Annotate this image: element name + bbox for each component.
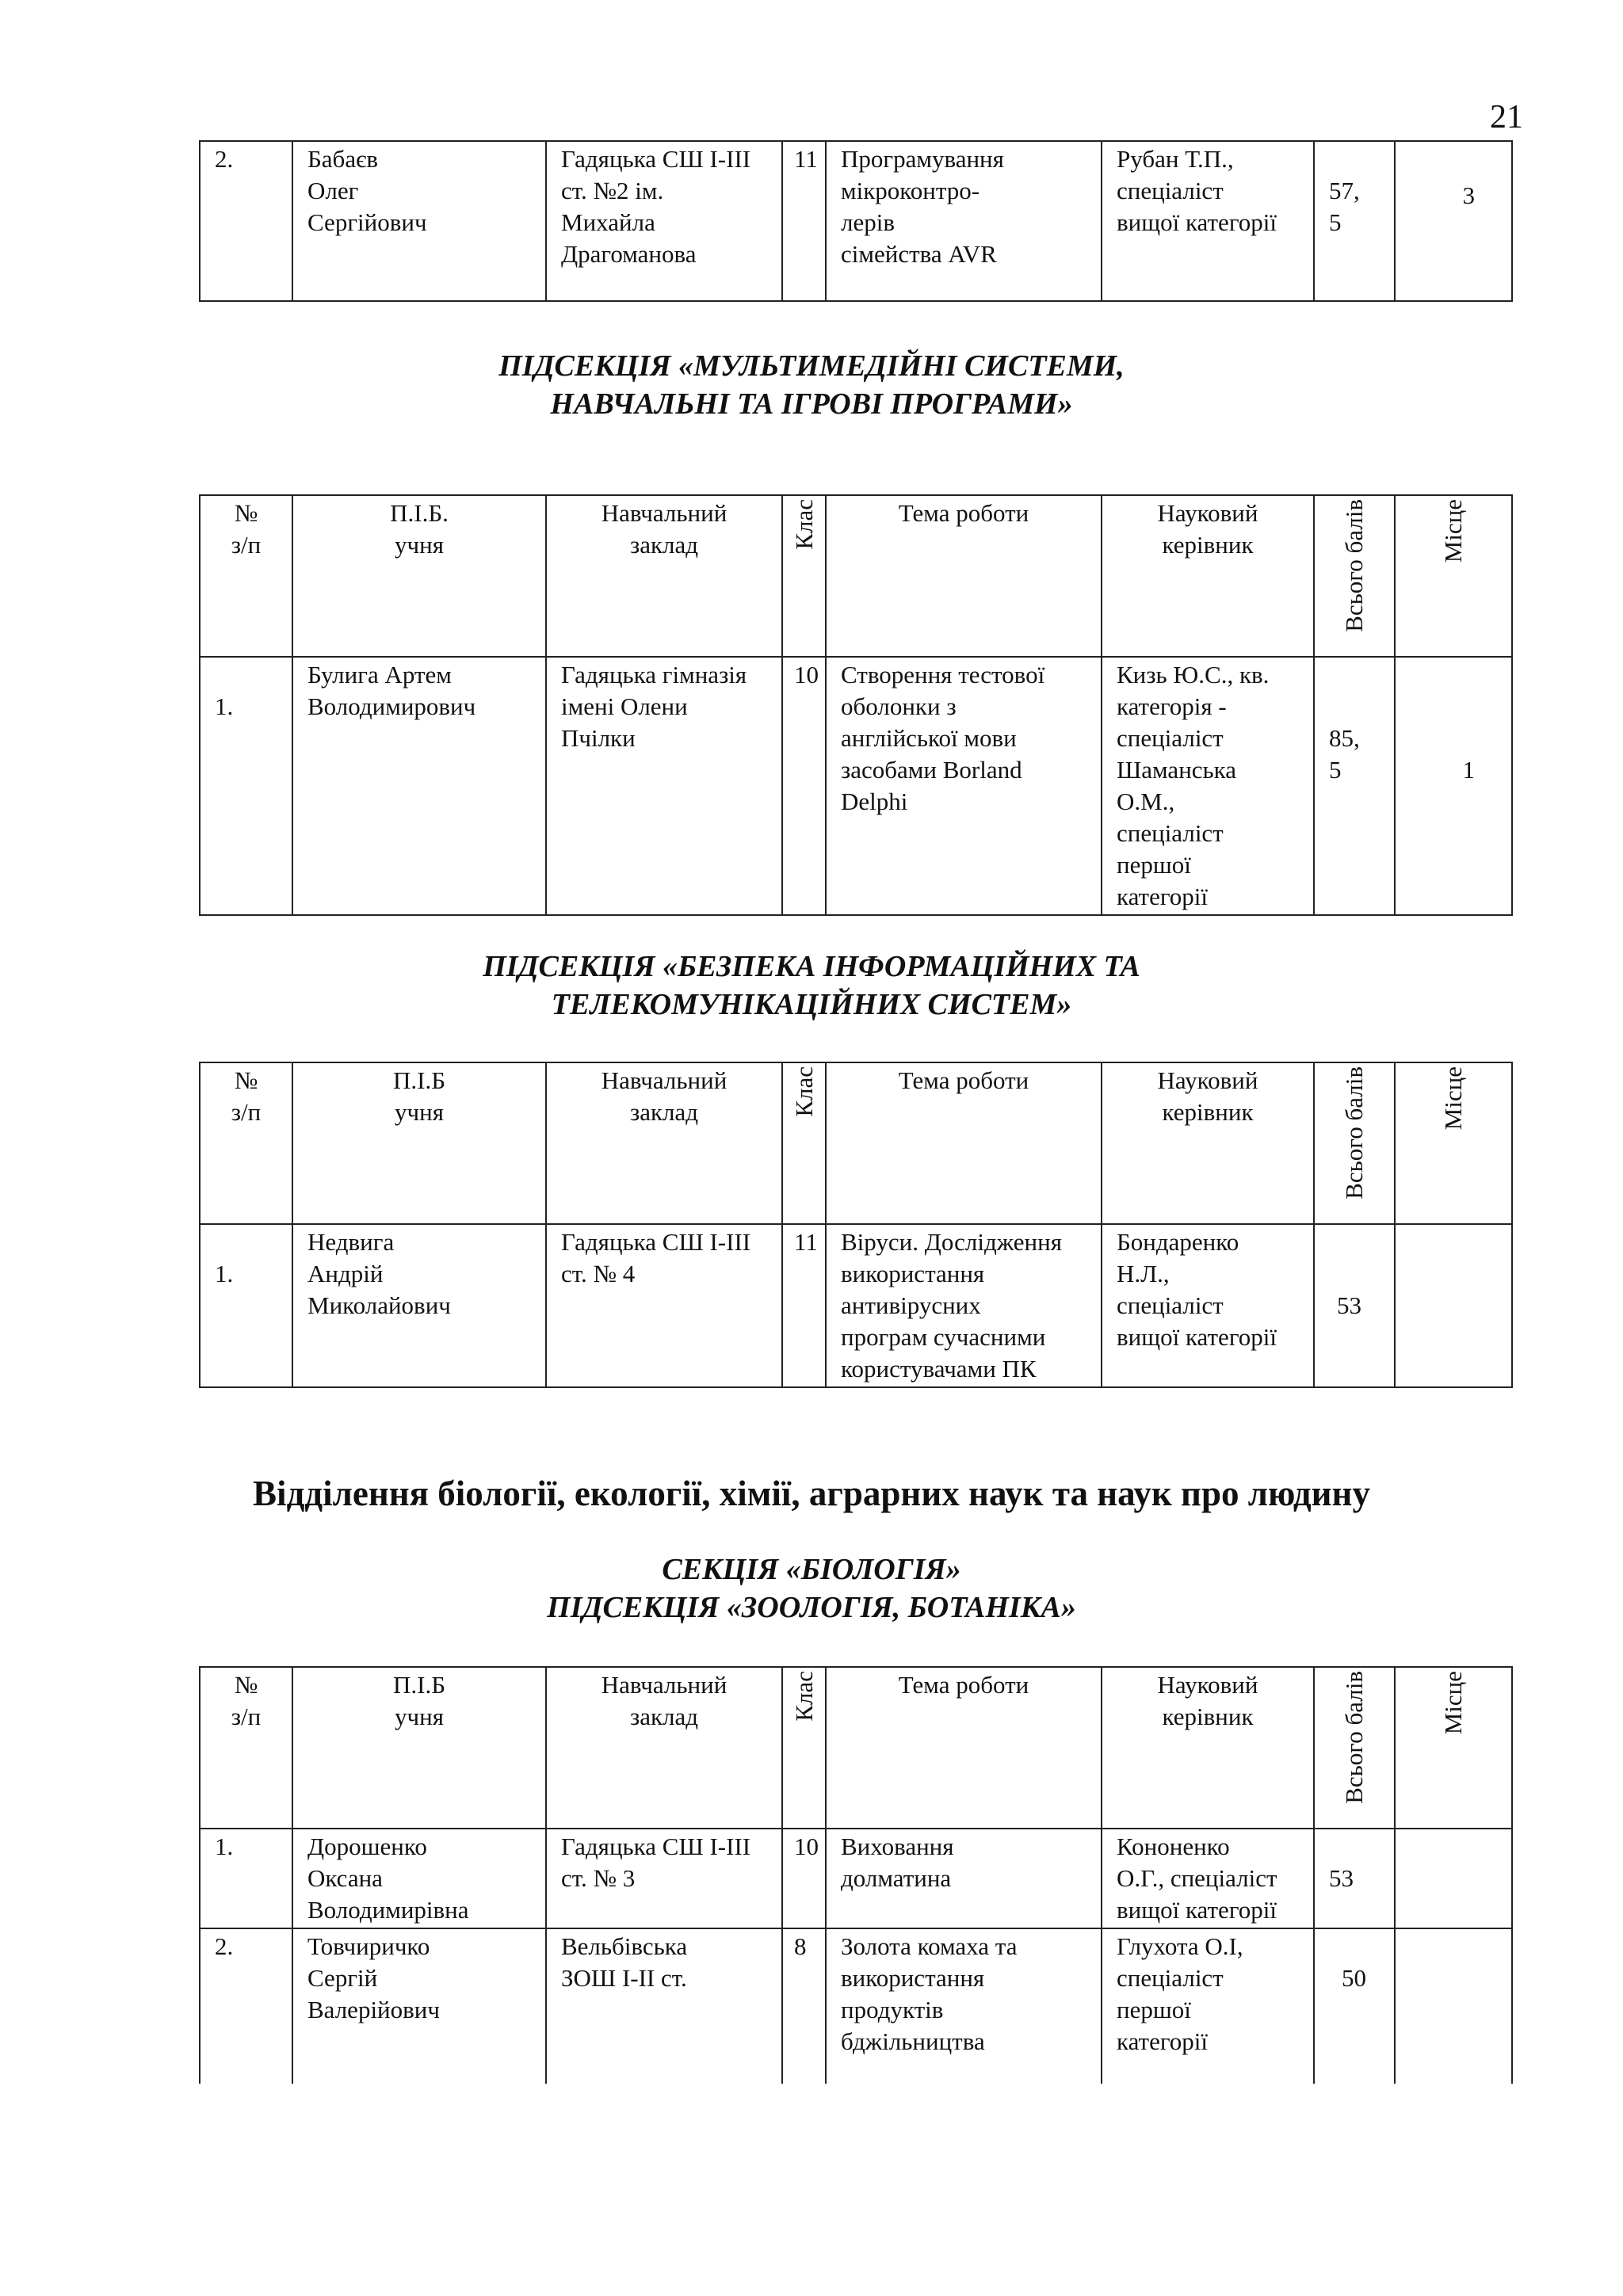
header-grade — [782, 1062, 826, 1224]
student-name: Товчиричко Сергій Валерійович — [292, 1928, 546, 2084]
row-number: 1. — [200, 657, 292, 915]
student-name: Бабаєв Олег Сергійович — [292, 141, 546, 301]
student-name: Недвига Андрій Миколайович — [292, 1224, 546, 1387]
header-number: № з/п — [200, 495, 292, 657]
header-grade — [782, 495, 826, 657]
header-topic: Тема роботи — [826, 1062, 1102, 1224]
topic: Програмування мікроконтро- лерів сімейства AVR — [826, 141, 1102, 301]
table-zoology-botany — [199, 1666, 1513, 2084]
score: 53 — [1314, 1224, 1395, 1387]
table-row — [200, 1829, 1512, 1928]
student-name: Булига Артем Володимирович — [292, 657, 546, 915]
school: Гадяцька СШ І-ІІІ ст. №2 ім. Михайла Драгоманова — [546, 141, 782, 301]
topic: Віруси. Дослідження використання антивірусних програм сучасними користувачами ПК — [826, 1224, 1102, 1387]
row-number: 1. — [200, 1829, 292, 1928]
header-topic: Тема роботи — [826, 1667, 1102, 1829]
department-title: Відділення біології, екології, хімії, аграрних наук та наук про людину — [253, 1474, 1370, 1513]
supervisor: Бондаренко Н.Л., спеціаліст вищої категорії — [1102, 1224, 1314, 1387]
header-school: Навчальний заклад — [546, 1667, 782, 1829]
place: 1 — [1395, 657, 1512, 915]
school: Гадяцька гімназія імені Олени Пчілки — [546, 657, 782, 915]
header-school: Навчальний заклад — [546, 1062, 782, 1224]
supervisor: Рубан Т.П., спеціаліст вищої категорії — [1102, 141, 1314, 301]
row-number: 2. — [200, 141, 292, 301]
header-grade-label: Клас — [789, 1671, 818, 1722]
header-score-label: Всього балів — [1340, 499, 1368, 632]
grade: 11 — [782, 1224, 826, 1387]
table-header-row — [200, 1062, 1512, 1224]
header-supervisor: Науковий керівник — [1102, 495, 1314, 657]
table-row — [200, 1224, 1512, 1387]
score: 57, 5 — [1314, 141, 1395, 301]
header-name: П.І.Б учня — [292, 1667, 546, 1829]
header-grade-label: Клас — [789, 499, 818, 550]
header-place — [1395, 495, 1512, 657]
table-informatics-continued — [199, 140, 1513, 302]
topic: Створення тестової оболонки з англійської мови засобами Borland Delphi — [826, 657, 1102, 915]
header-grade — [782, 1667, 826, 1829]
header-place — [1395, 1062, 1512, 1224]
grade: 10 — [782, 657, 826, 915]
school: Вельбівська ЗОШ І-ІІ ст. — [546, 1928, 782, 2084]
table-row — [200, 141, 1512, 301]
header-school: Навчальний заклад — [546, 495, 782, 657]
supervisor: Кононенко О.Г., спеціаліст вищої категорії — [1102, 1829, 1314, 1928]
score: 85, 5 — [1314, 657, 1395, 915]
header-grade-label: Клас — [789, 1066, 818, 1117]
header-supervisor: Науковий керівник — [1102, 1062, 1314, 1224]
row-number: 2. — [200, 1928, 292, 2084]
place: 3 — [1395, 141, 1512, 301]
place — [1395, 1829, 1512, 1928]
table-header-row — [200, 495, 1512, 657]
header-number: № з/п — [200, 1667, 292, 1829]
grade: 10 — [782, 1829, 826, 1928]
table-header-row — [200, 1667, 1512, 1829]
grade: 8 — [782, 1928, 826, 2084]
school: Гадяцька СШ І-ІІІ ст. № 3 — [546, 1829, 782, 1928]
header-name: П.І.Б. учня — [292, 495, 546, 657]
grade: 11 — [782, 141, 826, 301]
row-number: 1. — [200, 1224, 292, 1387]
subsection-title-security: ПІДСЕКЦІЯ «БЕЗПЕКА ІНФОРМАЦІЙНИХ ТА ТЕЛЕКОМУНІКАЦІЙНИХ СИСТЕМ» — [483, 950, 1140, 1021]
header-score-label: Всього балів — [1340, 1066, 1368, 1199]
table-row — [200, 1928, 1512, 2084]
subsection-title-multimedia: ПІДСЕКЦІЯ «МУЛЬТИМЕДІЙНІ СИСТЕМИ, НАВЧАЛЬНІ ТА ІГРОВІ ПРОГРАМИ» — [498, 349, 1125, 421]
header-score-label: Всього балів — [1340, 1671, 1368, 1804]
section-title-biology: СЕКЦІЯ «БІОЛОГІЯ» ПІДСЕКЦІЯ «ЗООЛОГІЯ, БОТАНІКА» — [547, 1553, 1076, 1624]
header-score — [1314, 1667, 1395, 1829]
page-number: 21 — [1490, 99, 1523, 135]
place — [1395, 1224, 1512, 1387]
table-row — [200, 657, 1512, 915]
supervisor: Глухота О.І, спеціаліст першої категорії — [1102, 1928, 1314, 2084]
student-name: Дорошенко Оксана Володимирівна — [292, 1829, 546, 1928]
header-number: № з/п — [200, 1062, 292, 1224]
table-security — [199, 1062, 1513, 1388]
header-place — [1395, 1667, 1512, 1829]
header-place-label: Місце — [1439, 499, 1467, 563]
score: 50 — [1314, 1928, 1395, 2084]
place — [1395, 1928, 1512, 2084]
score: 53 — [1314, 1829, 1395, 1928]
header-supervisor: Науковий керівник — [1102, 1667, 1314, 1829]
header-score — [1314, 495, 1395, 657]
topic: Виховання долматина — [826, 1829, 1102, 1928]
header-name: П.І.Б учня — [292, 1062, 546, 1224]
header-topic: Тема роботи — [826, 495, 1102, 657]
header-place-label: Місце — [1439, 1066, 1467, 1131]
header-score — [1314, 1062, 1395, 1224]
header-place-label: Місце — [1439, 1671, 1467, 1735]
table-multimedia — [199, 494, 1513, 916]
topic: Золота комаха та використання продуктів бджільництва — [826, 1928, 1102, 2084]
school: Гадяцька СШ І-ІІІ ст. № 4 — [546, 1224, 782, 1387]
supervisor: Кизь Ю.С., кв. категорія - спеціаліст Шаманська О.М., спеціаліст першої категорії — [1102, 657, 1314, 915]
